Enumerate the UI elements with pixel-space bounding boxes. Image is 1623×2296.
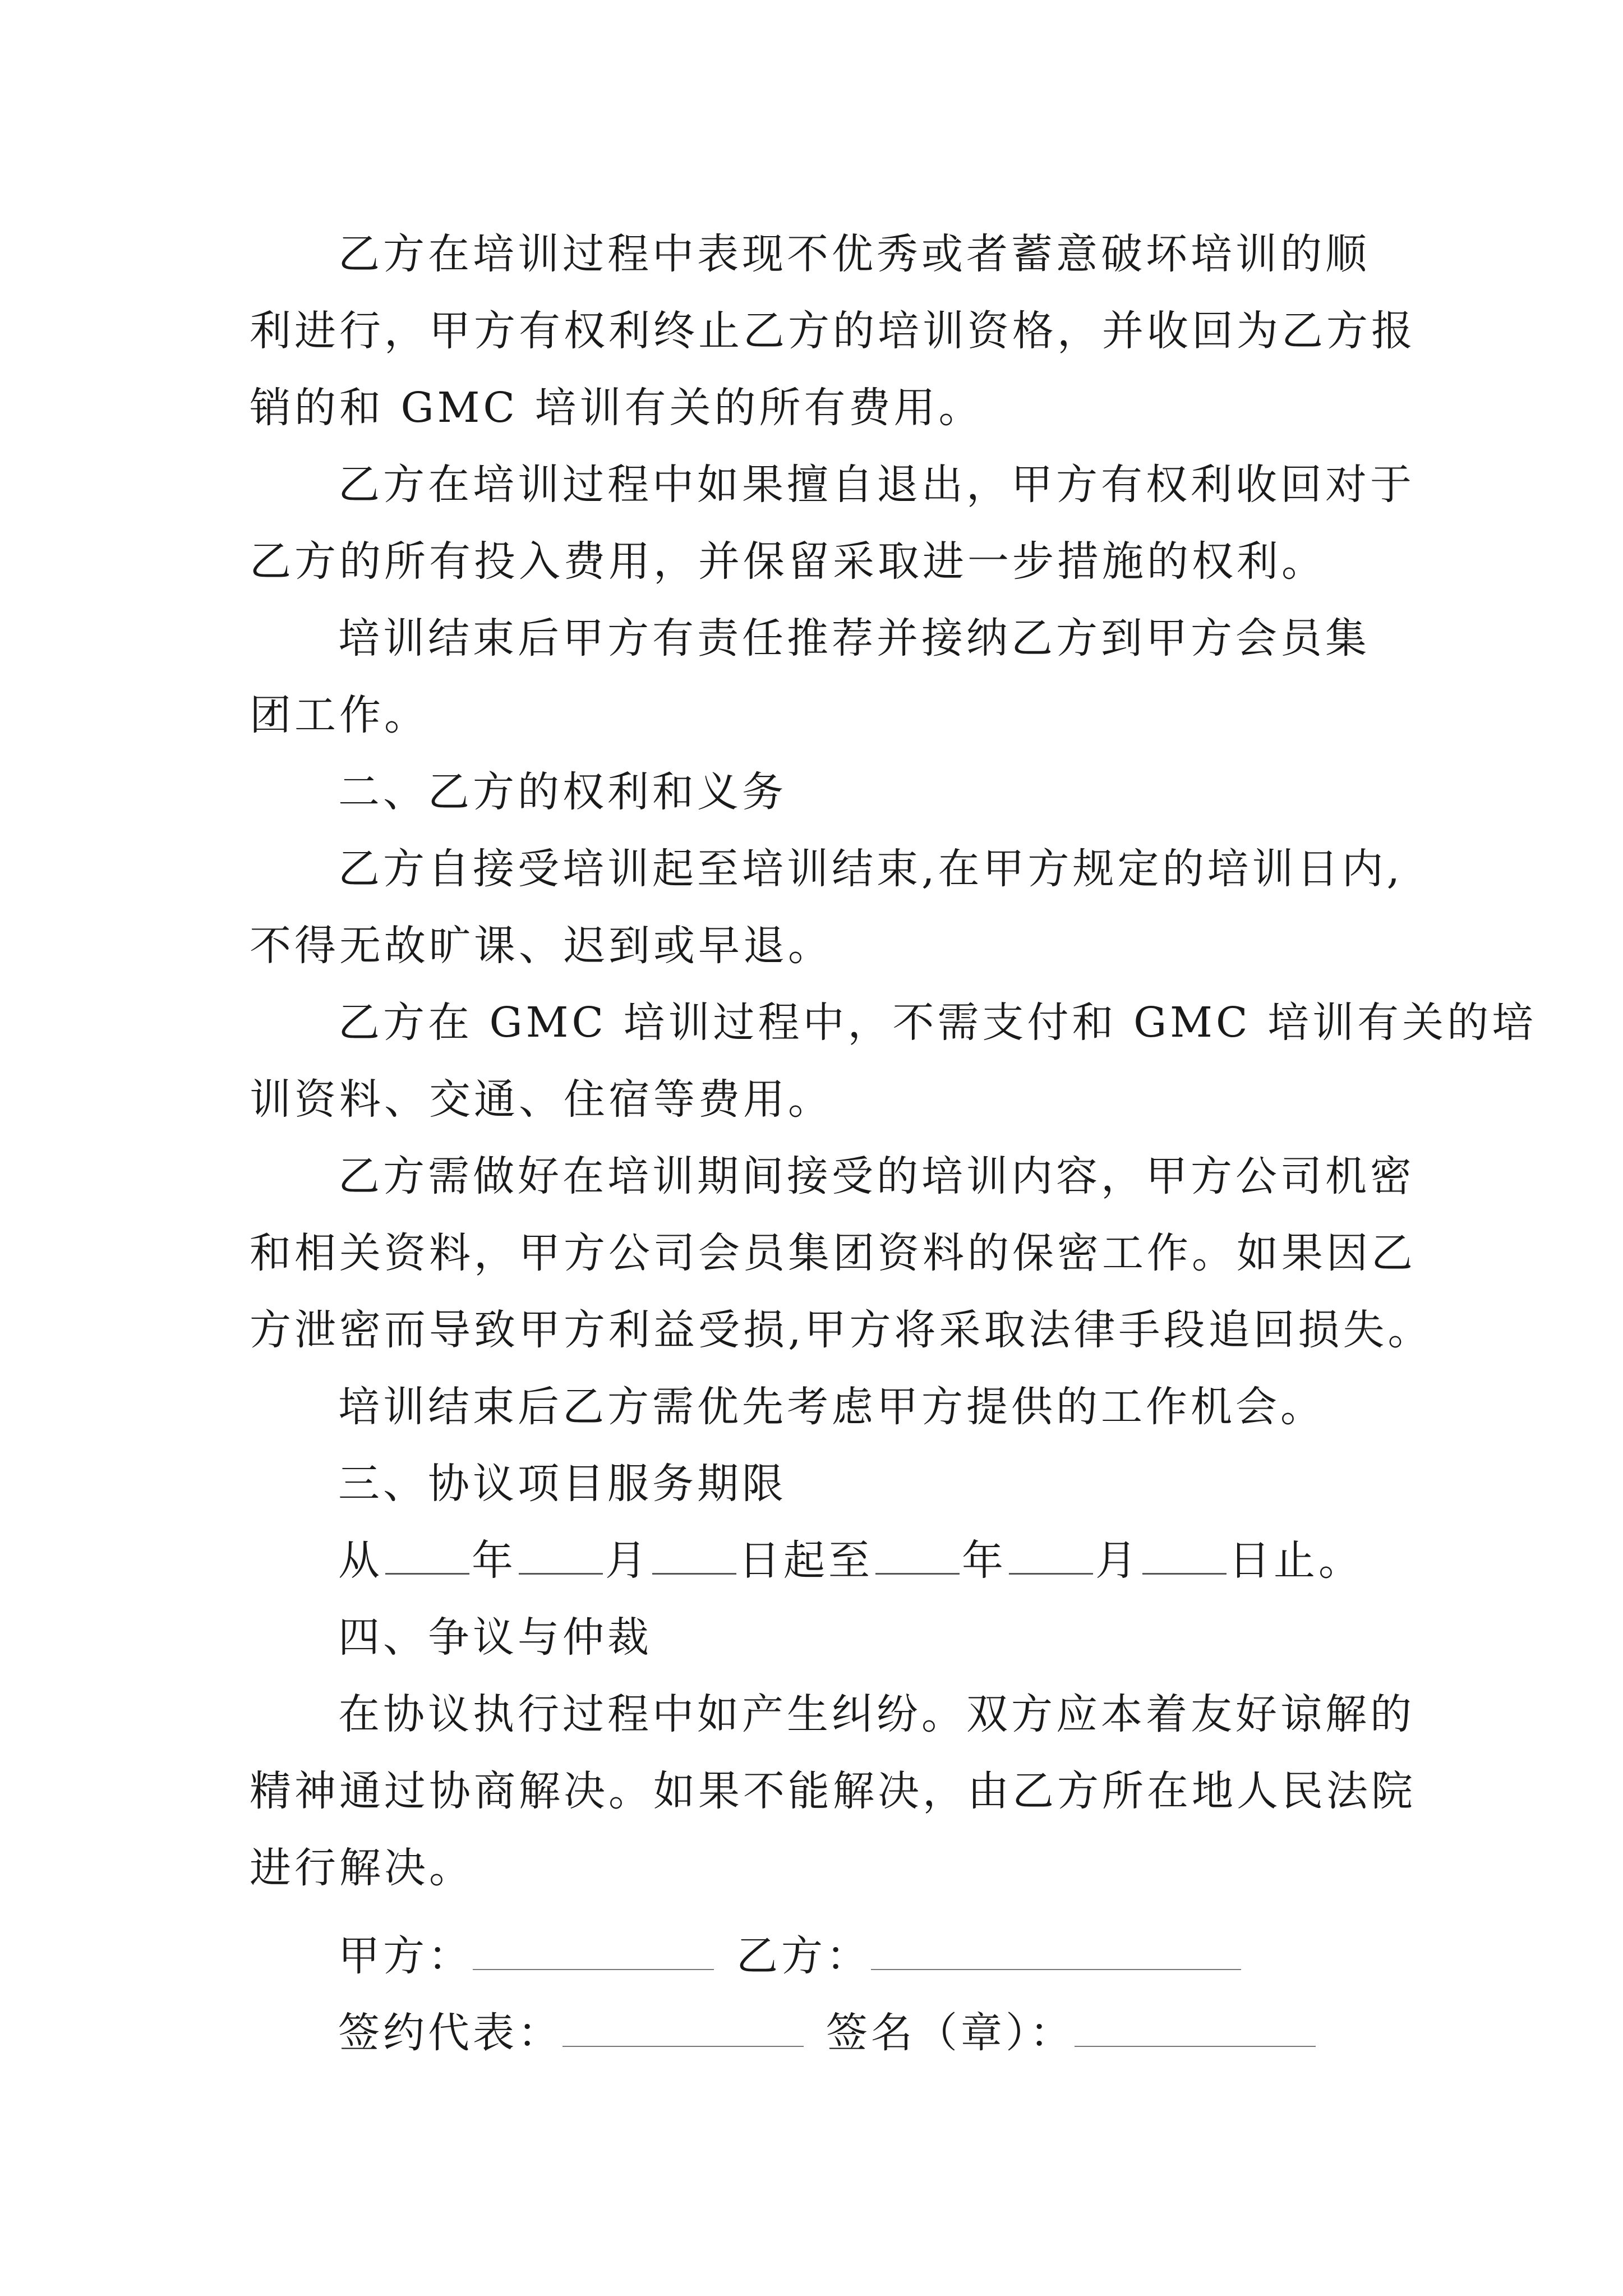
text-line: 方泄密而导致甲方利益受损,甲方将采取法律手段追回损失。 xyxy=(250,1306,1433,1354)
section-heading-service-term xyxy=(250,1446,1388,1522)
end-year-blank[interactable] xyxy=(875,1534,960,1575)
heading-text: 三、协议项目服务期限 xyxy=(338,1460,787,1508)
paragraph-service-term-dates xyxy=(250,1522,1388,1599)
text-line: 乙方需做好在培训期间接受的培训内容，甲方公司机密 xyxy=(338,1152,1415,1200)
end-month-blank[interactable] xyxy=(1009,1534,1093,1575)
party-b-label: 乙方： xyxy=(736,1932,871,1980)
end-day-blank[interactable] xyxy=(1142,1534,1227,1575)
paragraph-termination xyxy=(250,216,1416,447)
text-line: 乙方在 GMC 培训过程中，不需支付和 GMC 培训有关的培 xyxy=(338,999,1537,1047)
year-label: 年 xyxy=(962,1536,1007,1585)
year-label: 年 xyxy=(472,1536,517,1585)
paragraph-withdrawal xyxy=(250,447,1415,600)
text-line: 训资料、交通、住宿等费用。 xyxy=(250,1075,833,1124)
from-label: 从 xyxy=(338,1536,383,1585)
text-line: 乙方在培训过程中如果擅自退出，甲方有权利收回对于 xyxy=(338,461,1415,509)
signature-row-parties xyxy=(250,1918,1388,1995)
month-label: 月 xyxy=(1095,1536,1140,1585)
text-line: 团工作。 xyxy=(250,691,429,739)
until-label: 日起至 xyxy=(739,1536,873,1585)
paragraph-job-opportunity xyxy=(250,1369,1388,1446)
section-heading-party-b-rights xyxy=(250,754,1388,831)
text-line: 进行解决。 xyxy=(250,1844,474,1892)
document-page xyxy=(250,216,1537,2072)
party-a-signature-line[interactable] xyxy=(473,1935,714,1970)
text-line: 不得无故旷课、迟到或早退。 xyxy=(250,922,833,970)
text-line: 利进行，甲方有权利终止乙方的培训资格，并收回为乙方报 xyxy=(250,307,1416,355)
start-day-blank[interactable] xyxy=(652,1534,736,1575)
paragraph-attendance xyxy=(250,831,1404,984)
start-month-blank[interactable] xyxy=(519,1534,603,1575)
party-b-signature-line[interactable] xyxy=(871,1935,1241,1970)
text-line: 乙方的所有投入费用，并保留采取进一步措施的权利。 xyxy=(250,537,1326,586)
text-line: 在协议执行过程中如产生纠纷。双方应本着友好谅解的 xyxy=(338,1690,1415,1738)
representative-signature-line[interactable] xyxy=(562,2012,804,2047)
paragraph-recommendation xyxy=(250,600,1388,754)
start-year-blank[interactable] xyxy=(385,1534,469,1575)
heading-text: 四、争议与仲裁 xyxy=(338,1613,652,1662)
signature-block xyxy=(250,1918,1388,2072)
signature-seal-label: 签名（章）： xyxy=(826,2009,1075,2057)
representative-label: 签约代表： xyxy=(338,2009,562,2057)
date-range-line xyxy=(250,1522,1388,1599)
signature-seal-line[interactable] xyxy=(1075,2012,1316,2047)
paragraph-dispute-resolution xyxy=(250,1676,1416,1907)
text-line: 培训结束后甲方有责任推荐并接纳乙方到甲方会员集 xyxy=(338,614,1370,662)
text-line: 精神通过协商解决。如果不能解决，由乙方所在地人民法院 xyxy=(250,1767,1416,1815)
signature-row-representatives xyxy=(250,1995,1388,2072)
section-heading-dispute xyxy=(250,1599,1388,1676)
party-a-label: 甲方： xyxy=(338,1932,473,1980)
paragraph-confidentiality xyxy=(250,1138,1433,1369)
text-line: 乙方自接受培训起至培训结束,在甲方规定的培训日内, xyxy=(338,845,1404,893)
end-label: 日止。 xyxy=(1229,1536,1363,1585)
text-line: 乙方在培训过程中表现不优秀或者蓄意破坏培训的顺 xyxy=(338,230,1370,278)
text-line: 培训结束后乙方需优先考虑甲方提供的工作机会。 xyxy=(338,1383,1325,1431)
text-line: 销的和 GMC 培训有关的所有费用。 xyxy=(250,384,984,432)
text-line: 和相关资料，甲方公司会员集团资料的保密工作。如果因乙 xyxy=(250,1229,1416,1277)
month-label: 月 xyxy=(605,1536,650,1585)
heading-text: 二、乙方的权利和义务 xyxy=(338,768,787,816)
paragraph-costs xyxy=(250,984,1537,1138)
